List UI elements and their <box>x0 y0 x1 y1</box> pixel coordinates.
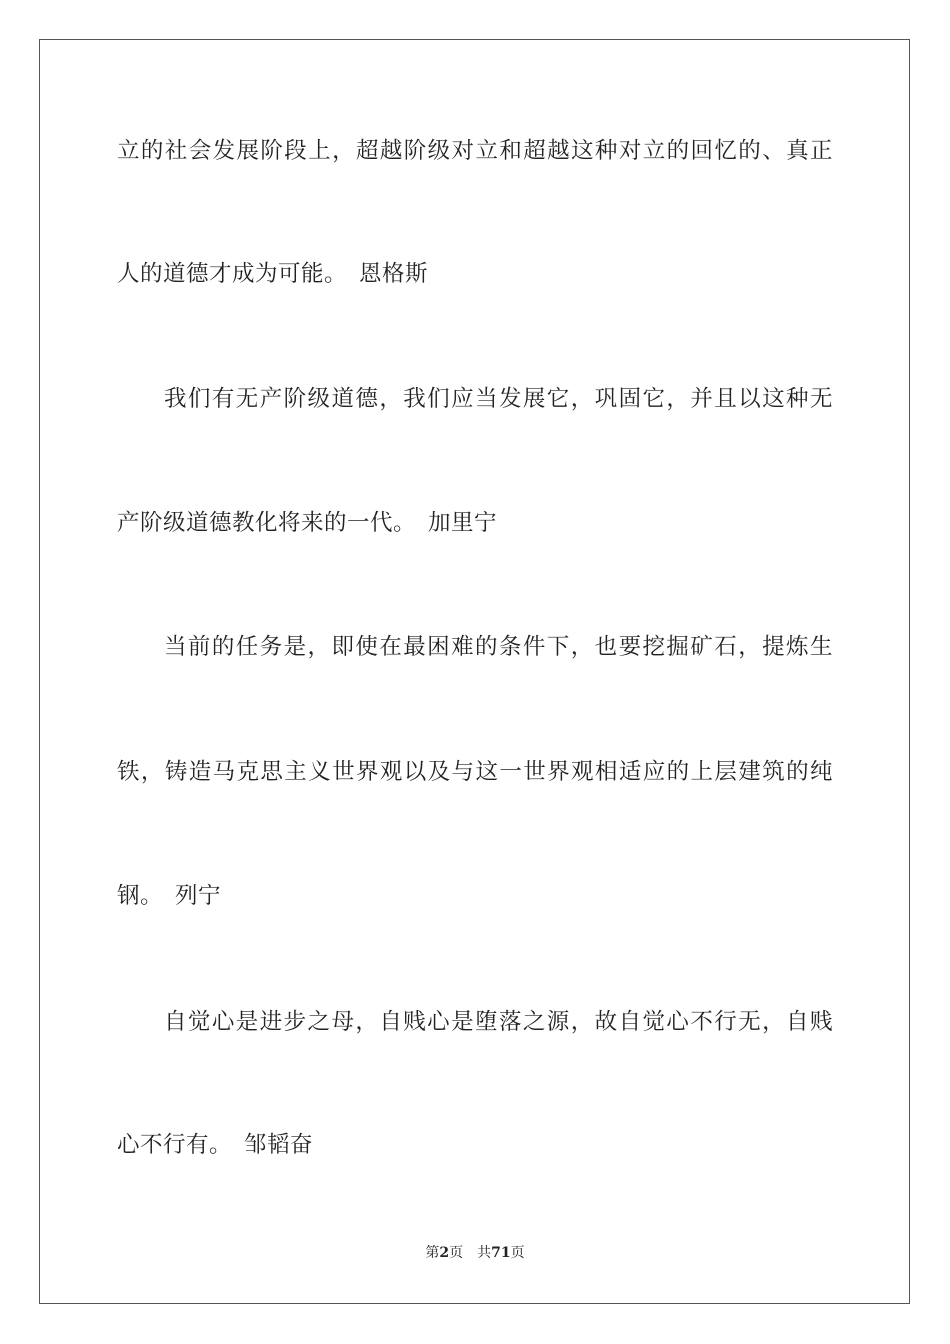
text-line-4 <box>117 508 833 538</box>
line-text: 人的道德才成为可能。 <box>117 261 348 287</box>
total-pages: 71 <box>491 1245 511 1261</box>
page-footer <box>0 1244 950 1262</box>
line-text: 自觉心是进步之母，自贱心是堕落之源，故自觉心不行无，自贱 <box>164 1009 833 1035</box>
page-number: 2 <box>439 1245 450 1261</box>
total-prefix: 共 <box>477 1245 492 1261</box>
line-text: 产阶级道德教化将来的一代。 <box>117 510 417 536</box>
text-line-8 <box>117 1007 833 1037</box>
line-text: 当前的任务是，即使在最困难的条件下，也要挖掘矿石，提炼生 <box>164 634 833 660</box>
quote-author: 恩格斯 <box>359 261 429 287</box>
text-line-9 <box>117 1130 833 1160</box>
quote-author: 加里宁 <box>428 510 498 536</box>
line-text: 立的社会发展阶段上，超越阶级对立和超越这种对立的回忆的、真正 <box>117 138 833 164</box>
text-line-5 <box>117 632 833 662</box>
quote-author: 邹韬奋 <box>244 1132 314 1158</box>
text-line-1 <box>117 136 833 166</box>
line-text: 心不行有。 <box>117 1132 233 1158</box>
page-prefix: 第 <box>425 1245 440 1261</box>
text-line-2 <box>117 259 833 289</box>
text-line-6 <box>117 757 833 787</box>
line-text: 铁，铸造马克思主义世界观以及与这一世界观相适应的上层建筑的纯 <box>117 759 833 785</box>
total-suffix: 页 <box>510 1245 525 1261</box>
line-text: 我们有无产阶级道德，我们应当发展它，巩固它，并且以这种无 <box>164 386 833 412</box>
line-text: 钢。 <box>117 883 164 909</box>
text-line-7 <box>117 881 833 911</box>
page-suffix: 页 <box>449 1245 464 1261</box>
text-line-3 <box>117 384 833 414</box>
page-frame <box>39 39 910 1304</box>
quote-author: 列宁 <box>175 883 222 909</box>
